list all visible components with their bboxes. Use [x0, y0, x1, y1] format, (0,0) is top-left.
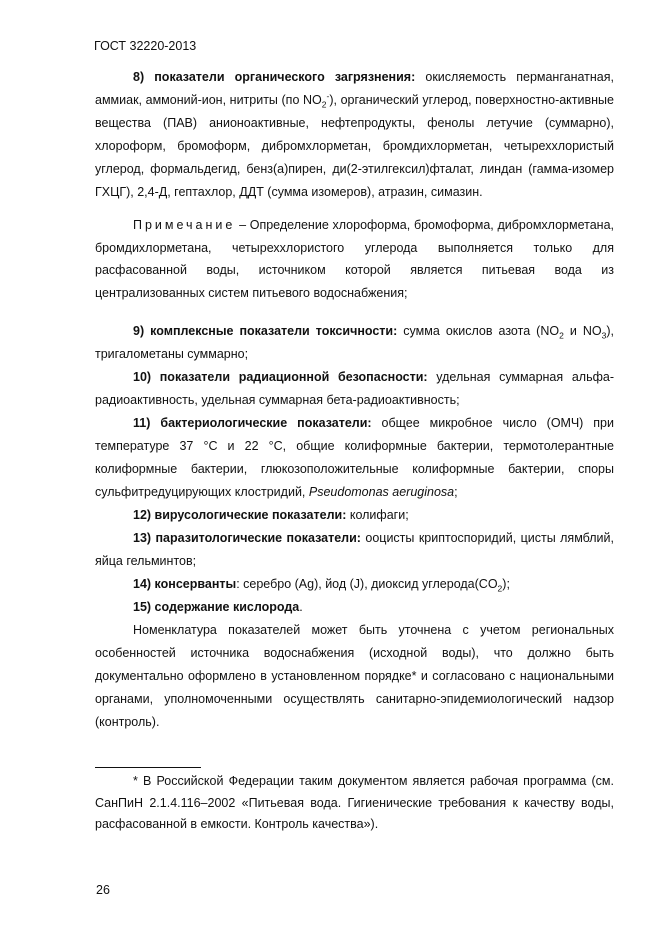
item-14-subscript: 2: [497, 583, 503, 594]
page-body: [95, 66, 614, 734]
item-12-label: 12) вирусологические показатели:: [133, 508, 347, 522]
item-9-paragraph: [95, 320, 614, 366]
note-label: Примечание: [133, 218, 236, 232]
item-14-label: 14) консерванты: [133, 577, 237, 591]
closing-paragraph: Номенклатура показателей может быть уточнена с учетом региональных особенностей источника водоснабжения (исходной воды), что должно быть документально оформлено в установленном порядке* и согласовано с национальными органами, уполномоченными осуществлять санитарно-эпидемиологический надзор (контроль).: [95, 623, 614, 729]
item-11-end: ;: [454, 485, 458, 499]
item-8-superscript: -: [326, 90, 330, 101]
item-8-text-a: окисляемость перманганатная, аммиак, аммоний-ион, нитриты (по NO: [95, 70, 614, 107]
item-9-text-c: ), тригалометаны суммарно;: [95, 324, 614, 361]
item-9-text-b: и NO: [563, 324, 602, 338]
note-text: – Определение хлороформа, бромоформа, дибромхлорметана, бромдихлорметана, четыреххлористого углерода выполняется только для расфасованной воды, источником которой является питьевая вода из централизованных систем питьевого водоснабжения;: [95, 218, 614, 300]
document-header: ГОСТ 32220-2013: [94, 39, 197, 53]
item-15-label: 15) содержание кислорода: [133, 600, 300, 614]
footnote-block: [95, 771, 614, 836]
note-block: [95, 214, 614, 304]
item-13-text: ооцисты криптоспоридий, цисты лямблий, яйца гельминтов;: [95, 531, 614, 568]
item-11-text: общее микробное число (ОМЧ) при температуре 37 °С и 22 °С, общие колиформные бактерии, термотолерантные колиформные бактерии, глюкозоположительные колиформные бактерии, споры сульфитредуцирующих клостридий,: [95, 416, 614, 499]
item-14-text-a: : серебро (Ag), йод (J), диоксид углерода(CO: [236, 577, 498, 591]
item-13-label: 13) паразитологические показатели:: [133, 531, 361, 545]
item-12-paragraph: [95, 504, 614, 527]
item-12-text: колифаги;: [346, 508, 409, 522]
item-10-label: 10) показатели радиационной безопасности:: [133, 370, 428, 384]
page-number: 26: [96, 883, 110, 897]
spacer: [95, 304, 614, 320]
item-9-text-a: сумма окислов азота (NO: [397, 324, 560, 338]
footnote-divider: [95, 767, 201, 768]
item-8-subscript: 2: [321, 99, 327, 110]
item-11-label: 11) бактериологические показатели:: [133, 416, 372, 430]
item-15-paragraph: [95, 596, 614, 619]
item-13-paragraph: [95, 527, 614, 573]
item-11-italic-species: Pseudomonas aeruginosa: [308, 485, 455, 499]
item-8-text-b: ), органический углерод, поверхностно-активные вещества (ПАВ) анионоактивные, нефтепродукты, фенолы летучие (суммарно), хлороформ, бромоформ, дибромхлорметан, бромдихлорметан, четыреххлористый углерод, формальдегид, бенз(а)пирен, ди(2-этилгексил)фталат, линдан (гамма-изомер ГХЦГ), 2,4-Д, гептахлор, ДДТ (сумма изомеров), атразин, симазин.: [95, 93, 614, 199]
item-9-subscript-a: 2: [559, 330, 564, 341]
item-8-paragraph: [95, 66, 614, 204]
item-14-paragraph: [95, 573, 614, 596]
item-8-label: 8) показатели органического загрязнения:: [133, 70, 416, 84]
item-9-label: 9) комплексные показатели токсичности:: [133, 324, 398, 338]
footnote-text: * В Российской Федерации таким документом является рабочая программа (см. СанПиН 2.1.4.116–2002 «Питьевая вода. Гигиенические требования к качеству воды, расфасованной в емкости. Контроль качества»).: [95, 774, 614, 831]
item-10-text: удельная суммарная альфа-радиоактивность, удельная суммарная бета-радиоактивность;: [95, 370, 615, 407]
item-14-text-b: );: [502, 577, 510, 591]
note-paragraph: [95, 214, 614, 304]
item-11-paragraph: [95, 412, 614, 504]
item-9-subscript-b: 3: [601, 330, 607, 341]
item-10-paragraph: [95, 366, 614, 412]
item-15-end: .: [299, 600, 303, 614]
